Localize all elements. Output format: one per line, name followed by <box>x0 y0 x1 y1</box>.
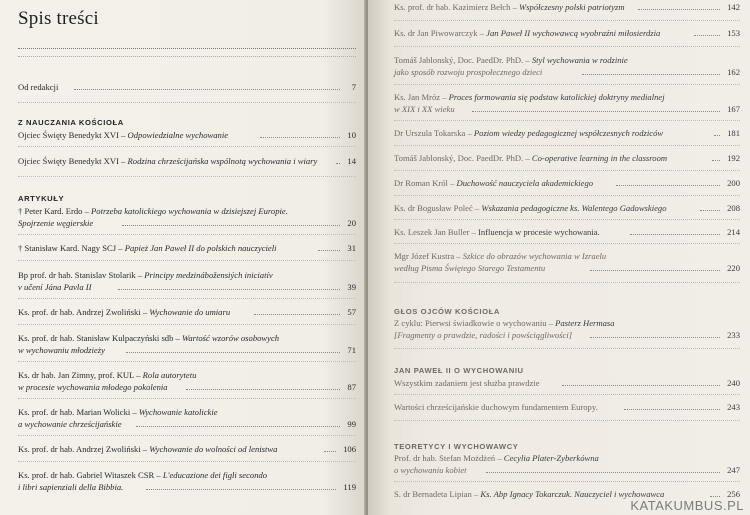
leader-dots <box>324 441 336 452</box>
separator <box>18 461 356 462</box>
leader-dots <box>638 0 720 10</box>
page-number: 214 <box>727 227 740 237</box>
entry-author: Ks. dr hab. Jan Zimny, prof. KUL – <box>18 370 143 380</box>
leader-dots <box>710 486 720 497</box>
entry-author: Z cyklu: Pierwsi świadkowie o wychowaniu – <box>394 318 556 328</box>
entry-title-continued: jako sposób rozwoju prospołecznego dzieci <box>394 67 543 77</box>
separator <box>18 324 356 325</box>
page-number: 71 <box>347 345 356 355</box>
entry-author: Tomáš Jablonský, Doc. PaedDr. PhD. – <box>394 55 532 65</box>
page-number: 31 <box>347 243 356 253</box>
entry-title: Potrzeba katolickiego wychowania w dzisiejszej Europie. <box>91 206 288 216</box>
page-number: 208 <box>727 203 740 213</box>
toc-entry <box>394 2 740 13</box>
entry-title: Styl wychowania w rodzinie <box>531 55 628 65</box>
leader-dots <box>630 224 720 235</box>
leader-dots <box>616 175 720 186</box>
page-number: 57 <box>347 307 356 317</box>
leader-dots <box>136 416 340 427</box>
page-number: 192 <box>727 153 740 163</box>
leader-dots <box>260 127 340 138</box>
page-number: 20 <box>347 218 356 228</box>
title-rule-secondary <box>18 56 356 57</box>
entry-title: Duchowość nauczyciela akademickiego <box>456 178 594 188</box>
page-number: 106 <box>343 444 356 454</box>
leader-dots <box>186 379 340 390</box>
entry-title: Wartość wzorów osobowych <box>181 333 280 343</box>
entry-author: Mgr Józef Kustra – <box>394 251 463 261</box>
separator <box>394 84 740 85</box>
section-heading: GŁOS OJCÓW KOŚCIOŁA <box>394 307 500 316</box>
entry-author: S. dr Bernadeta Lipian – <box>394 489 481 499</box>
separator <box>18 176 356 177</box>
entry-author: Ojciec Święty Benedykt XVI – <box>18 130 128 140</box>
entry-title: Wszystkim zadaniem jest służba prawdzie <box>394 378 540 388</box>
watermark: KATAKUMBUS.PL <box>630 498 744 513</box>
leader-dots <box>126 342 340 353</box>
toc-entry-continuation <box>394 263 740 274</box>
separator <box>18 298 356 299</box>
separator <box>394 145 740 146</box>
toc-entry-continuation <box>18 218 356 229</box>
entry-title: Rola autorytetu <box>142 370 197 380</box>
entry-author: † Peter Kard. Erdo – <box>18 206 92 216</box>
toc-entry <box>394 378 740 389</box>
toc-entry-continuation <box>394 67 740 78</box>
leader-dots <box>318 240 340 251</box>
page-number: 7 <box>351 82 356 92</box>
entry-title: L'educazione dei figli secondo <box>162 470 268 480</box>
toc-entry-editorial <box>18 82 356 93</box>
section-heading: ARTYKUŁY <box>18 194 65 203</box>
entry-title-continued: w wychowaniu młodzieży <box>18 345 105 355</box>
entry-text: Od redakcji <box>18 82 59 92</box>
separator <box>394 195 740 196</box>
entry-title-continued: v učení Jána Pavla II <box>18 282 92 292</box>
separator <box>18 234 356 235</box>
toc-entry <box>18 243 356 254</box>
separator <box>394 243 740 244</box>
entry-author: Ks. dr Jan Piwowarczyk – <box>394 28 487 38</box>
entry-title-continued: a wychowanie chrześcijańskie <box>18 419 122 429</box>
separator <box>394 348 740 349</box>
toc-entry-continuation <box>18 419 356 430</box>
separator <box>394 20 740 21</box>
leader-dots <box>336 153 340 164</box>
entry-title: Wychowanie do umiaru <box>149 307 231 317</box>
page-number: 247 <box>727 465 740 475</box>
entry-title: Jan Paweł II wychowawcą wyobraźni miłosierdzia <box>486 28 661 38</box>
separator <box>394 120 740 121</box>
separator <box>18 398 356 399</box>
leader-dots <box>254 304 340 315</box>
toc-entry-continuation <box>18 382 356 393</box>
title-rule <box>18 48 356 49</box>
entry-author: Dr Roman Król – <box>394 178 457 188</box>
entry-title: Papież Jan Paweł II do polskich nauczycieli <box>124 243 277 253</box>
page-number: 153 <box>727 28 740 38</box>
entry-author: Ks. prof. dr hab. Kazimierz Bełch – <box>394 2 520 12</box>
entry-title: Pasterz Hermasa <box>555 318 615 328</box>
leader-dots <box>74 79 340 90</box>
entry-author: † Stanisław Kard. Nagy SCJ – <box>18 243 125 253</box>
toc-entry <box>394 178 740 189</box>
entry-author: Ks. dr Bogusław Poleć – <box>394 203 482 213</box>
separator <box>394 282 740 283</box>
toc-entry <box>394 28 740 39</box>
page-number: 243 <box>727 402 740 412</box>
toc-entry-continuation <box>394 104 740 115</box>
entry-title-continued: [Fragmenty o prawdzie, radości i powściągliwości] <box>394 330 573 340</box>
leader-dots <box>694 25 720 36</box>
page-number: 39 <box>347 282 356 292</box>
separator <box>394 219 740 220</box>
entry-title: Szkice do obrazów wychowania w Izraelu <box>462 251 607 261</box>
toc-entry-continuation <box>394 330 740 341</box>
toc-entry-continuation <box>394 465 740 476</box>
entry-title: Influencja w procesie wychowania. <box>478 227 600 237</box>
leader-dots <box>700 200 720 211</box>
entry-author: Ks. prof. dr hab. Andrzej Zwoliński – <box>18 444 150 454</box>
page-number: 233 <box>727 330 740 340</box>
entry-author: Dr Urszula Tokarska – <box>394 128 474 138</box>
section-heading: Z NAUCZANIA KOŚCIOŁA <box>18 118 124 127</box>
entry-author: Bp prof. dr hab. Stanislav Stolarik – <box>18 270 145 280</box>
entry-title: Odpowiedzialne wychowanie <box>127 130 229 140</box>
leader-dots <box>486 462 720 473</box>
entry-author: Ojciec Święty Benedykt XVI – <box>18 156 128 166</box>
entry-title: Co-operative learning in the classroom <box>531 153 668 163</box>
leader-dots <box>590 260 720 271</box>
leader-dots <box>624 399 720 410</box>
leader-dots <box>122 215 340 226</box>
page-number: 10 <box>347 130 356 140</box>
toc-title: Spis treści <box>18 8 99 29</box>
leader-dots <box>146 479 336 490</box>
page-number: 162 <box>727 67 740 77</box>
section-heading: TEORETYCY I WYCHOWAWCY <box>394 442 519 451</box>
page-number: 99 <box>347 419 356 429</box>
entry-title-continued: w XIX i XX wieku <box>394 104 455 114</box>
entry-author: Ks. Leszek Jan Buller – <box>394 227 479 237</box>
separator <box>18 260 356 261</box>
page-number: 181 <box>727 128 740 138</box>
entry-title: Wskazania pedagogiczne ks. Walentego Gadowskiego <box>481 203 667 213</box>
entry-author: Prof. dr hab. Stefan Możdżeń – <box>394 453 504 463</box>
entry-title-continued: Spojrzenie węgierskie <box>18 218 94 228</box>
entry-title: Ks. Abp Ignacy Tokarczuk. Nauczyciel i wychowawca <box>480 489 665 499</box>
entry-title-continued: w procesie wychowania młodego pokolenia <box>18 382 168 392</box>
toc-entry-continuation <box>18 345 356 356</box>
toc-entry <box>18 444 356 455</box>
entry-title-continued: i libri sapienziali della Bibbia. <box>18 482 124 492</box>
entry-author: Ks. prof. dr hab. Marian Wolicki – <box>18 407 139 417</box>
toc-entry <box>394 402 740 413</box>
entry-author: Ks. Jan Mróz – <box>394 92 449 102</box>
page-number: 119 <box>343 482 356 492</box>
separator <box>394 46 740 47</box>
separator <box>394 170 740 171</box>
left-page <box>0 0 366 515</box>
separator <box>18 435 356 436</box>
separator <box>18 102 356 103</box>
leader-dots <box>590 327 720 338</box>
leader-dots <box>582 64 720 75</box>
entry-author: Ks. prof. dr hab. Gabriel Witaszek CSR – <box>18 470 163 480</box>
toc-entry-continuation <box>18 482 356 493</box>
separator <box>18 361 356 362</box>
toc-entry <box>394 227 740 238</box>
page-number: 240 <box>727 378 740 388</box>
entry-title: Wychowanie katolickie <box>138 407 218 417</box>
toc-entry <box>394 153 740 164</box>
entry-title-continued: o wychowaniu kobiet <box>394 465 467 475</box>
toc-entry <box>394 128 740 139</box>
page-number: 200 <box>727 178 740 188</box>
leader-dots <box>712 150 720 161</box>
entry-title-continued: według Pisma Świętego Starego Testamentu <box>394 263 546 273</box>
page-number: 167 <box>727 104 740 114</box>
entry-title: Wychowanie do wolności od lenistwa <box>149 444 278 454</box>
toc-entry <box>18 156 356 167</box>
leader-dots <box>562 375 720 386</box>
entry-title: Rodzina chrześcijańska wspólnotą wychowania i wiary <box>127 156 318 166</box>
entry-title: Principy medzinábožensiých iniciatív <box>144 270 273 280</box>
entry-author: Ks. prof. dr hab. Andrzej Zwoliński – <box>18 307 150 317</box>
section-heading: JAN PAWEŁ II O WYCHOWANIU <box>394 366 524 375</box>
page-number: 87 <box>347 382 356 392</box>
entry-title: Cecylia Plater-Zyberkówna <box>503 453 599 463</box>
page-number: 220 <box>727 263 740 273</box>
entry-title: Proces formowania się podstaw katolickiej doktryny medialnej <box>448 92 665 102</box>
leader-dots <box>472 101 720 112</box>
toc-entry-continuation <box>18 282 356 293</box>
entry-title: Współczesny polski patriotyzm <box>519 2 625 12</box>
entry-author: Tomáš Jablonský, Doc. PaedDr. PhD. – <box>394 153 532 163</box>
page-number: 142 <box>727 2 740 12</box>
toc-entry <box>18 307 356 318</box>
separator <box>394 481 740 482</box>
entry-author: Ks. prof. dr hab. Stanisław Kulpaczyński sdb – <box>18 333 182 343</box>
entry-title: Poziom wiedzy pedagogicznej współczesnych rodziców <box>473 128 664 138</box>
toc-entry <box>394 203 740 214</box>
leader-dots <box>118 279 340 290</box>
right-page <box>368 0 750 515</box>
toc-entry <box>18 130 356 141</box>
entry-title: Wartości chrześcijańskie duchowym fundamentem Europy. <box>394 402 598 412</box>
page-number: 14 <box>347 156 356 166</box>
separator <box>394 420 740 421</box>
leader-dots <box>714 125 720 136</box>
separator <box>18 146 356 147</box>
page-number: 256 <box>727 489 740 499</box>
separator <box>394 394 740 395</box>
